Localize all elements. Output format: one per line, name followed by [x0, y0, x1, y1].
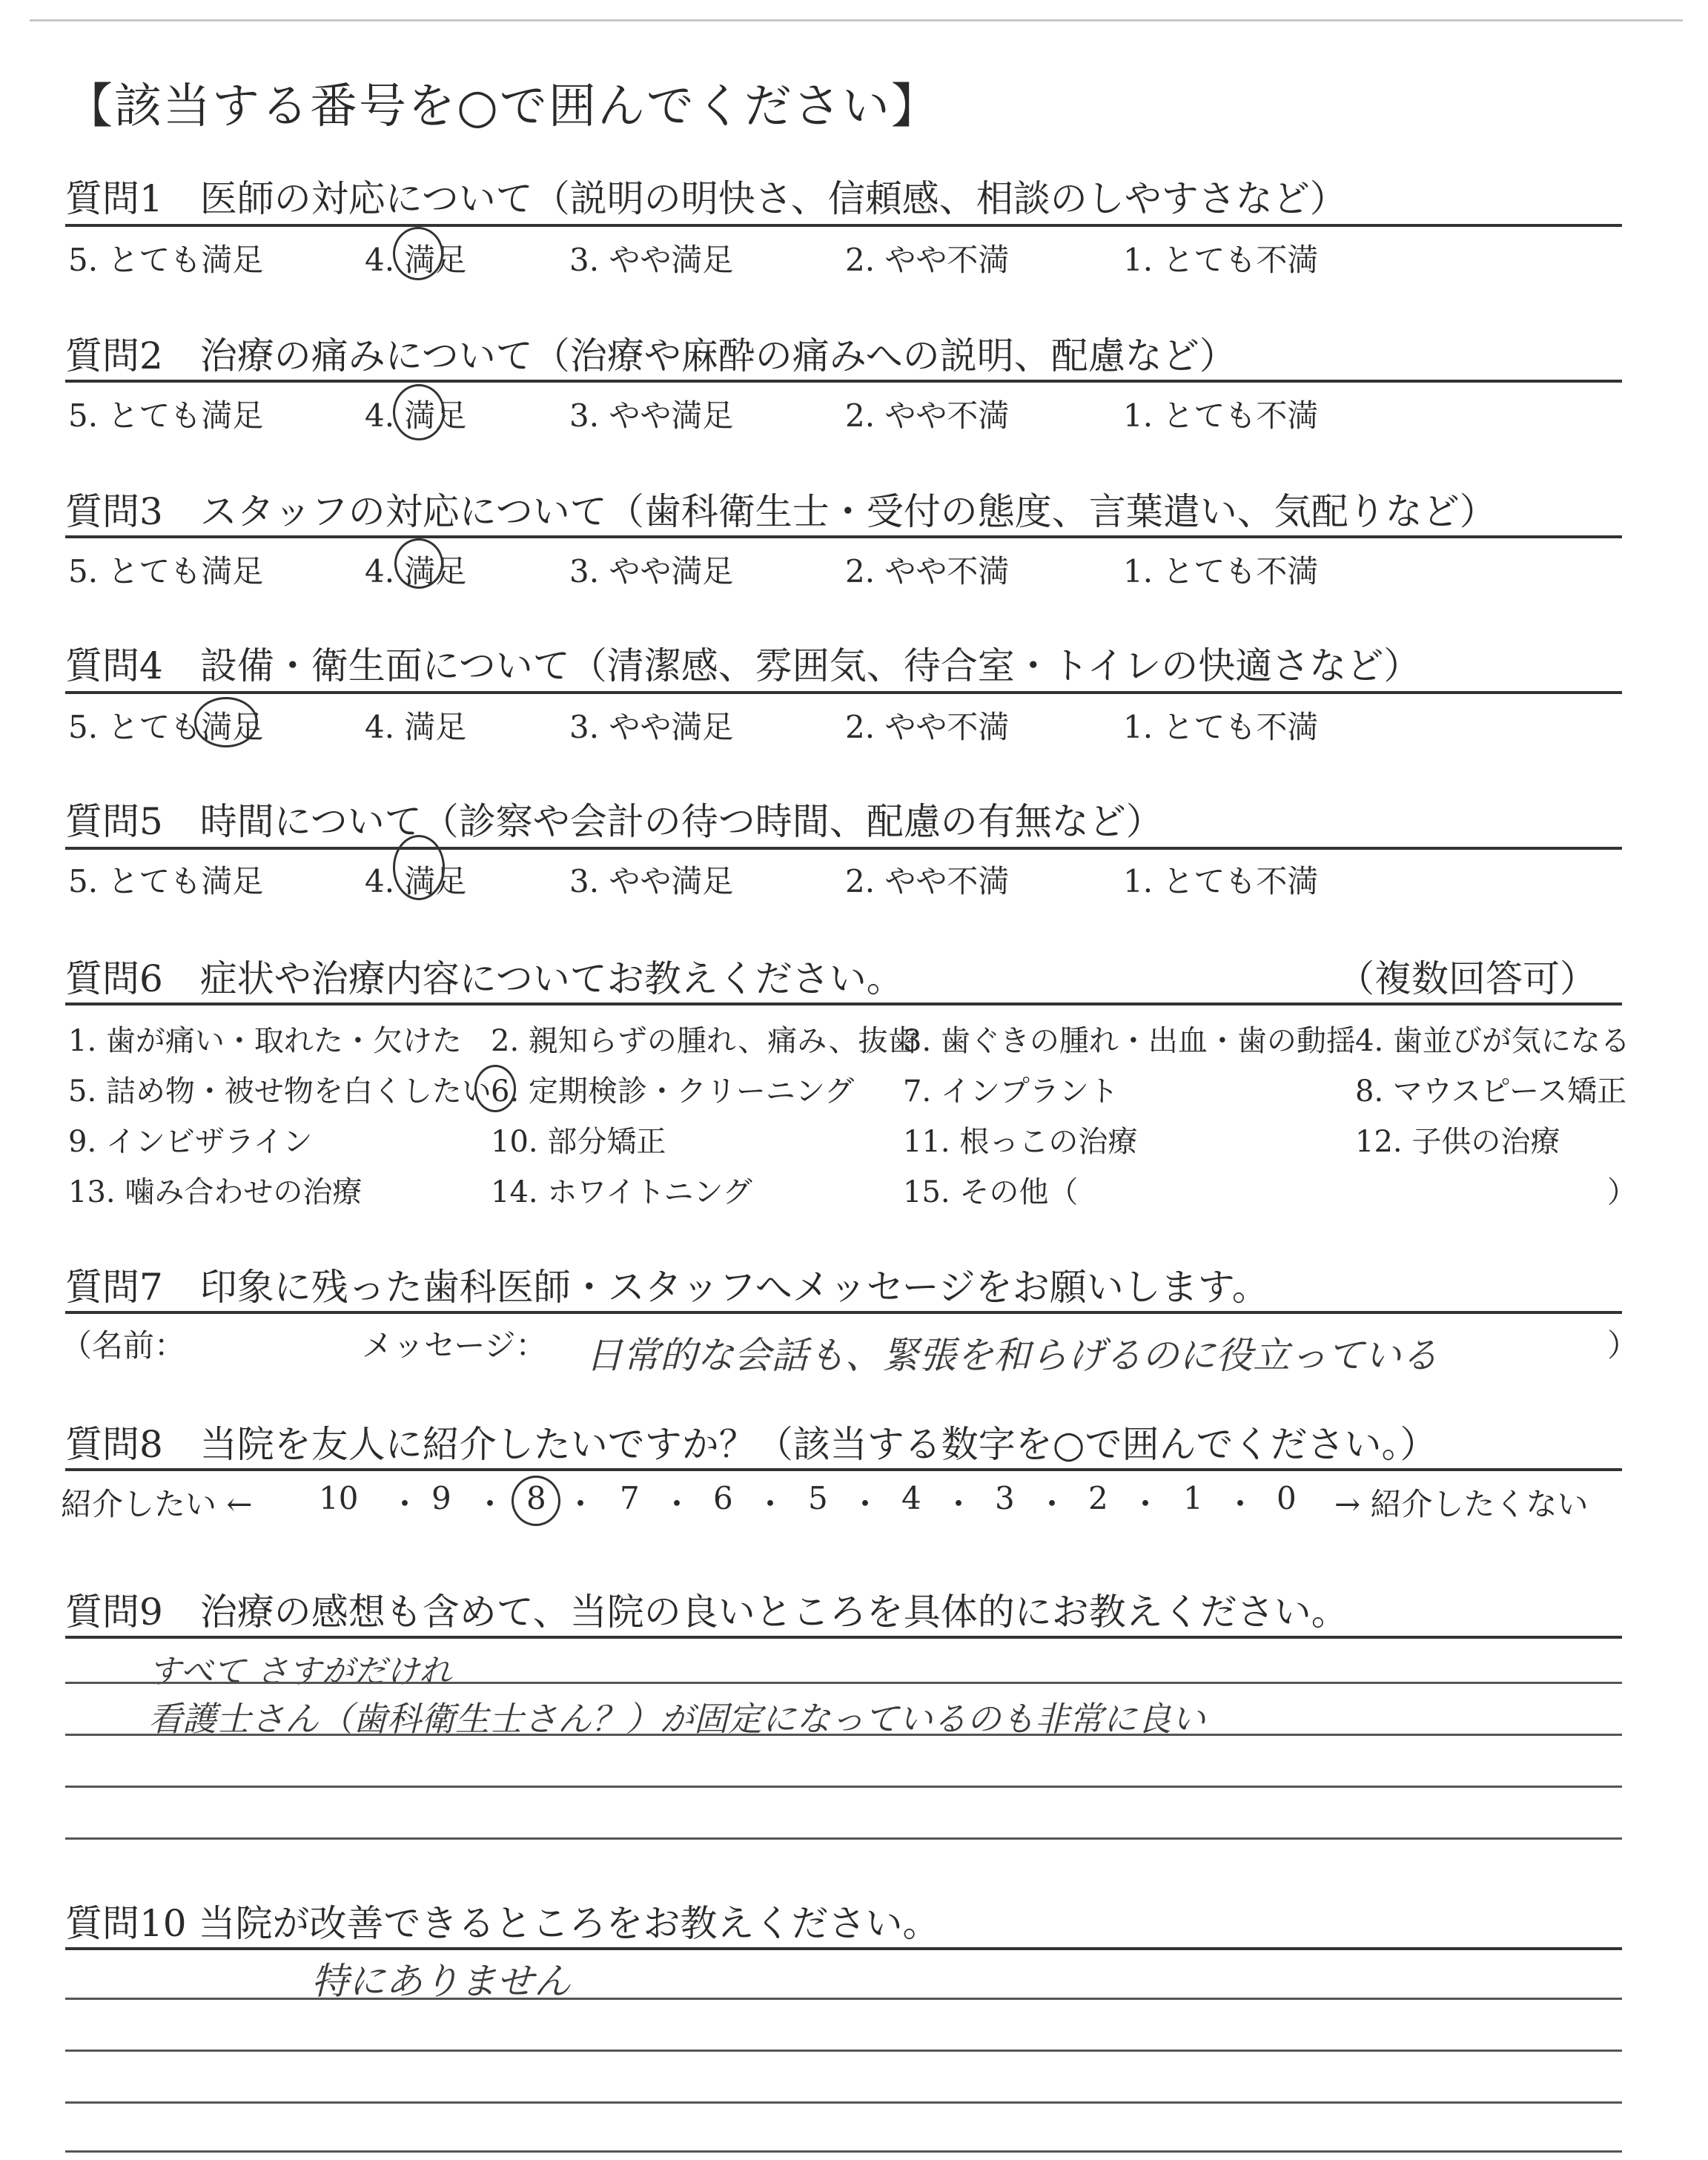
- option-somewhat-dissatisfied[interactable]: 2. やや不満: [845, 863, 1010, 899]
- recommend-right-label: → 紹介したくない: [1334, 1486, 1589, 1522]
- handwritten-answer-line-1: すべて さすがだけれ: [148, 1653, 452, 1691]
- question-title: 質問6 症状や治療内容についてお教えください。: [65, 957, 904, 1000]
- option-very-satisfied[interactable]: 5. とても満足: [68, 397, 264, 434]
- scale-value[interactable]: 5: [808, 1480, 828, 1516]
- symptom-option[interactable]: 2. 親知らずの腫れ、痛み、抜歯: [491, 1024, 918, 1058]
- option-somewhat-satisfied[interactable]: 3. やや満足: [569, 242, 734, 278]
- symptom-option[interactable]: 7. インプラント: [903, 1074, 1119, 1109]
- option-somewhat-dissatisfied[interactable]: 2. やや不満: [845, 553, 1010, 589]
- symptom-option[interactable]: 1. 歯が痛い・取れた・欠けた: [68, 1024, 462, 1058]
- scale-dot: ・: [474, 1486, 506, 1522]
- answer-line: [65, 2150, 1622, 2153]
- question-title: 質問7 印象に残った歯科医師・スタッフへメッセージをお願いします。: [65, 1266, 1269, 1309]
- scale-value[interactable]: 0: [1277, 1480, 1297, 1516]
- question-title: 質問4 設備・衛生面について（清潔感、雰囲気、待合室・トイレの快適さなど）: [65, 644, 1421, 687]
- rule: [65, 1947, 1622, 1950]
- answer-line: [65, 1998, 1622, 2000]
- option-very-dissatisfied[interactable]: 1. とても不満: [1123, 863, 1319, 899]
- scale-value[interactable]: 10: [319, 1480, 359, 1516]
- rule: [65, 1311, 1622, 1314]
- scale-value[interactable]: 6: [713, 1480, 733, 1516]
- scale-dot: ・: [565, 1486, 597, 1522]
- symptom-option[interactable]: 9. インビザライン: [68, 1125, 313, 1159]
- option-satisfied[interactable]: 4. 満足: [365, 553, 467, 589]
- option-very-dissatisfied[interactable]: 1. とても不満: [1123, 709, 1319, 745]
- answer-circle-mark: [393, 227, 443, 280]
- rule: [65, 380, 1622, 383]
- answer-circle-mark: [393, 835, 445, 900]
- recommend-left-label: 紹介したい ←: [61, 1486, 253, 1522]
- option-satisfied[interactable]: 4. 満足: [365, 242, 467, 278]
- option-very-satisfied[interactable]: 5. とても満足: [68, 553, 264, 589]
- scale-dot: ・: [661, 1486, 693, 1522]
- symptom-option-other[interactable]: 15. その他（: [903, 1175, 1079, 1209]
- rule: [65, 1636, 1622, 1639]
- answer-line: [65, 2101, 1622, 2104]
- scale-value[interactable]: 9: [431, 1480, 451, 1516]
- handwritten-improvement: 特にありません: [311, 1960, 571, 2003]
- scale-dot: ・: [1225, 1486, 1257, 1522]
- option-very-dissatisfied[interactable]: 1. とても不満: [1123, 397, 1319, 434]
- rule: [65, 691, 1622, 694]
- answer-circle-mark: [474, 1065, 516, 1112]
- scale-value[interactable]: 2: [1088, 1480, 1108, 1516]
- option-somewhat-satisfied[interactable]: 3. やや満足: [569, 709, 734, 745]
- option-satisfied[interactable]: 4. 満足: [365, 397, 467, 434]
- symptom-option[interactable]: 4. 歯並びが気になる: [1355, 1024, 1630, 1058]
- scale-dot: ・: [1036, 1486, 1068, 1522]
- option-somewhat-satisfied[interactable]: 3. やや満足: [569, 397, 734, 434]
- symptom-option[interactable]: 14. ホワイトニング: [491, 1175, 752, 1209]
- option-very-satisfied[interactable]: 5. とても満足: [68, 709, 264, 745]
- symptom-option[interactable]: 5. 詰め物・被せ物を白くしたい: [68, 1074, 491, 1109]
- answer-circle-mark: [512, 1476, 560, 1526]
- symptom-option[interactable]: 6. 定期検診・クリーニング: [491, 1074, 855, 1109]
- question-title: 質問5 時間について（診察や会計の待つ時間、配慮の有無など）: [65, 800, 1163, 843]
- option-very-dissatisfied[interactable]: 1. とても不満: [1123, 242, 1319, 278]
- symptom-option[interactable]: 10. 部分矯正: [491, 1125, 666, 1159]
- scale-value[interactable]: 8: [526, 1480, 546, 1516]
- symptom-option[interactable]: 11. 根っこの治療: [903, 1125, 1138, 1159]
- handwritten-answer-line-2: 看護士さん（歯科衛生士さん？）が固定になっているのも非常に良い: [148, 1699, 1205, 1739]
- option-somewhat-dissatisfied[interactable]: 2. やや不満: [845, 709, 1010, 745]
- handwritten-message: 日常的な会話も、緊張を和らげるのに役立っている: [586, 1334, 1438, 1377]
- close-paren: ）: [1607, 1175, 1637, 1209]
- symptom-option[interactable]: 8. マウスピース矯正: [1355, 1074, 1627, 1109]
- answer-line: [65, 1786, 1622, 1788]
- answer-circle-mark: [194, 697, 258, 747]
- scale-dot: ・: [389, 1486, 421, 1522]
- option-satisfied[interactable]: 4. 満足: [365, 709, 467, 745]
- scale-value[interactable]: 7: [620, 1480, 640, 1516]
- symptom-option[interactable]: 3. 歯ぐきの腫れ・出血・歯の動揺: [903, 1024, 1356, 1058]
- option-very-satisfied[interactable]: 5. とても満足: [68, 863, 264, 899]
- question-title: 質問3 スタッフの対応について（歯科衛生士・受付の態度、言葉遣い、気配りなど）: [65, 490, 1497, 533]
- scale-dot: ・: [850, 1486, 881, 1522]
- option-somewhat-satisfied[interactable]: 3. やや満足: [569, 863, 734, 899]
- top-edge-line: [30, 19, 1683, 22]
- symptom-option[interactable]: 12. 子供の治療: [1355, 1125, 1560, 1159]
- rule: [65, 535, 1622, 538]
- question-title: 質問8 当院を友人に紹介したいですか？（該当する数字を○で囲んでください。）: [65, 1423, 1437, 1466]
- question-title: 質問10 当院が改善できるところをお教えください。: [65, 1902, 940, 1945]
- option-somewhat-satisfied[interactable]: 3. やや満足: [569, 553, 734, 589]
- answer-line: [65, 1734, 1622, 1736]
- name-label: （名前：: [61, 1327, 186, 1364]
- question-title: 質問9 治療の感想も含めて、当院の良いところを具体的にお教えください。: [65, 1591, 1348, 1634]
- rule: [65, 1468, 1622, 1471]
- multiple-answers-note: （複数回答可）: [1337, 957, 1597, 1000]
- scale-value[interactable]: 3: [995, 1480, 1015, 1516]
- message-label: メッセージ：: [362, 1327, 547, 1364]
- question-title: 質問2 治療の痛みについて（治療や麻酔の痛みへの説明、配慮など）: [65, 334, 1237, 377]
- option-very-dissatisfied[interactable]: 1. とても不満: [1123, 553, 1319, 589]
- answer-line: [65, 1837, 1622, 1840]
- scale-value[interactable]: 4: [901, 1480, 921, 1516]
- answer-line: [65, 1682, 1622, 1684]
- option-satisfied[interactable]: 4. 満足: [365, 863, 467, 899]
- scale-dot: ・: [1130, 1486, 1162, 1522]
- rule: [65, 847, 1622, 850]
- answer-line: [65, 2050, 1622, 2052]
- rule: [65, 224, 1622, 227]
- option-somewhat-dissatisfied[interactable]: 2. やや不満: [845, 242, 1010, 278]
- rule: [65, 1003, 1622, 1005]
- answer-circle-mark: [393, 384, 445, 440]
- scale-dot: ・: [943, 1486, 975, 1522]
- option-very-satisfied[interactable]: 5. とても満足: [68, 242, 264, 278]
- close-paren: ）: [1607, 1327, 1639, 1364]
- answer-circle-mark: [394, 538, 443, 589]
- question-title: 質問1 医師の対応について（説明の明快さ、信頼感、相談のしやすさなど）: [65, 177, 1347, 220]
- scale-value[interactable]: 1: [1183, 1480, 1203, 1516]
- symptom-option[interactable]: 13. 噛み合わせの治療: [68, 1175, 363, 1209]
- scale-dot: ・: [755, 1486, 787, 1522]
- option-somewhat-dissatisfied[interactable]: 2. やや不満: [845, 397, 1010, 434]
- survey-heading: 【該当する番号を○で囲んでください】: [65, 79, 940, 134]
